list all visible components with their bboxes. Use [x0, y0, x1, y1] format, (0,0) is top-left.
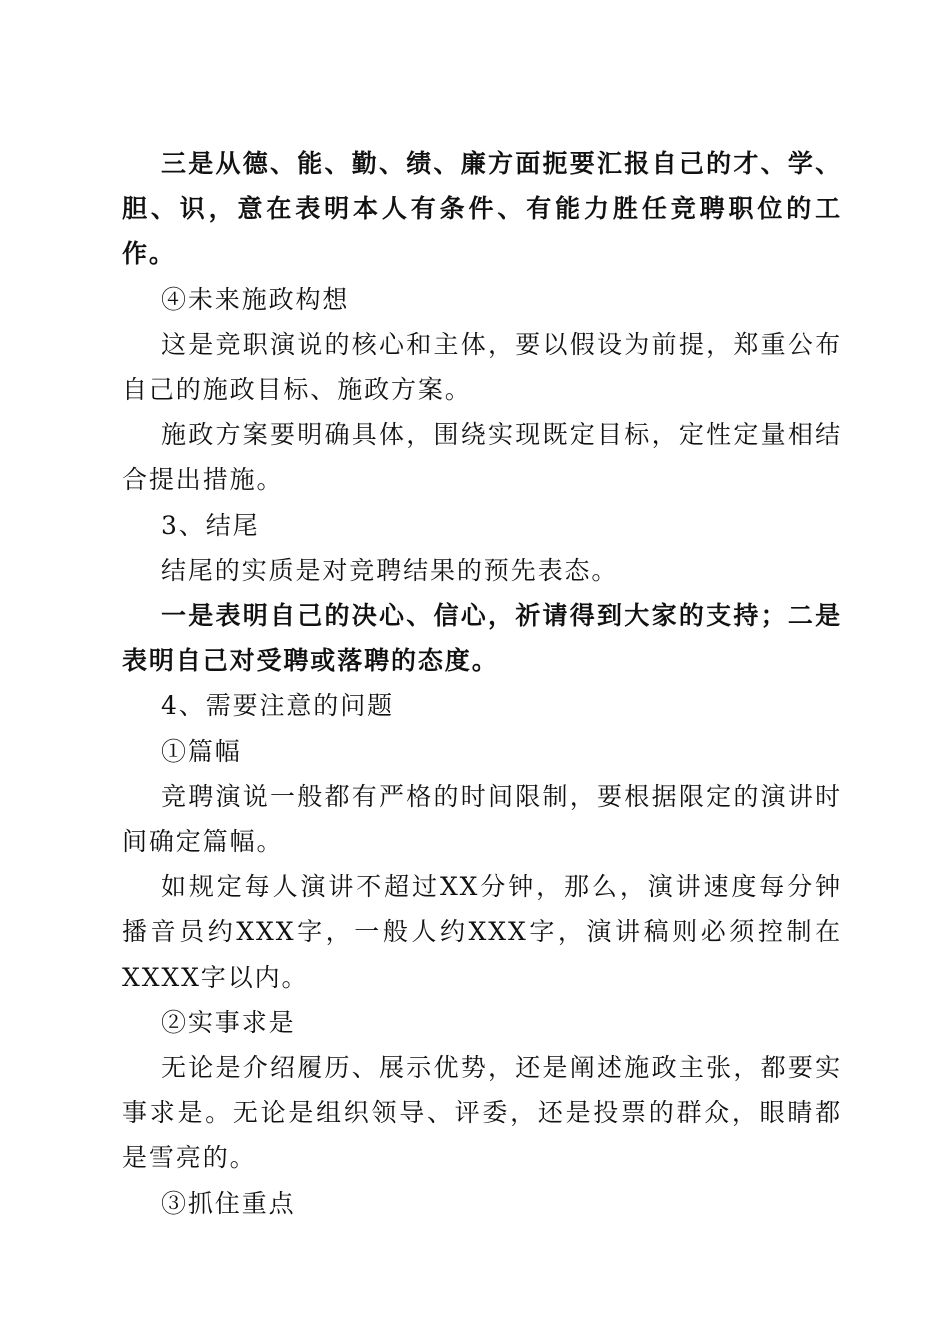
paragraph-truthful: 无论是介绍履历、展示优势，还是阐述施政主张，都要实事求是。无论是组织领导、评委，还是投票的群众，眼睛都是雪亮的。: [122, 1053, 842, 1173]
paragraph-deneng-qinji: 三是从德、能、勤、绩、廉方面扼要汇报自己的才、学、胆、识，意在表明本人有条件、有能力胜任竞聘职位的工作。: [122, 149, 842, 269]
paragraph-core-body: 这是竞职演说的核心和主体，要以假设为前提，郑重公布自己的施政目标、施政方案。: [122, 329, 842, 405]
heading-truthful: ②实事求是: [161, 1007, 296, 1037]
document-body: [122, 141, 842, 1226]
heading-ending: 3、结尾: [161, 510, 260, 540]
paragraph-plan-specific: 施政方案要明确具体，围绕实现既定目标，定性定量相结合提出措施。: [122, 420, 842, 495]
heading-notes: 4、需要注意的问题: [161, 691, 395, 721]
paragraph-time-limit: 竞聘演说一般都有严格的时间限制，要根据限定的演讲时间确定篇幅。: [122, 781, 842, 857]
heading-future-plan: ④未来施政构想: [161, 284, 350, 314]
paragraph-ending-attitude: 一是表明自己的决心、信心，祈请得到大家的支持；二是表明自己对受聘或落聘的态度。: [122, 601, 842, 676]
heading-length: ①篇幅: [161, 736, 242, 766]
heading-key-points: ③抓住重点: [161, 1188, 296, 1218]
paragraph-ending-essence: 结尾的实质是对竞聘结果的预先表态。: [161, 555, 619, 585]
paragraph-word-count: 如规定每人演讲不超过XX分钟，那么，演讲速度每分钟播音员约XXX字，一般人约XXX字，演讲稿则必须控制在XXXX字以内。: [122, 872, 842, 992]
